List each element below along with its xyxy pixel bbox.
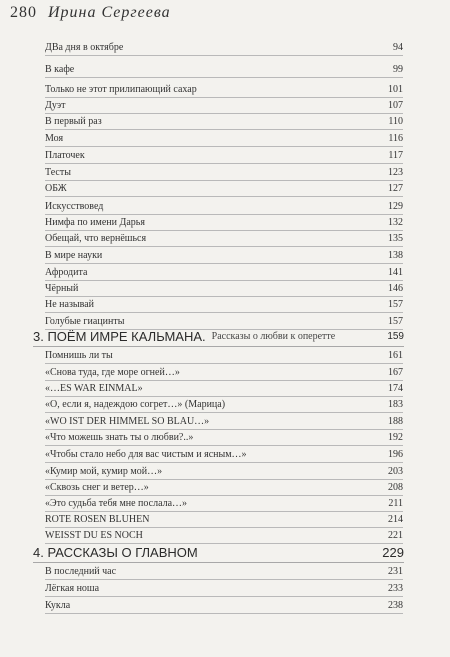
toc-entry[interactable] [45,133,403,147]
toc-entry-page: 132 [388,217,403,228]
toc-entry-title: Чёрный [45,283,79,294]
toc-entry-page: 141 [388,267,403,278]
toc-entry-title: «…ES WAR EINMAL» [45,383,143,394]
toc-entry[interactable] [45,217,403,231]
section-title: 3. ПОЁМ ИМРЕ КАЛЬМАНА. [33,329,206,344]
toc-entry-title: «Снова туда, где море огней…» [45,367,180,378]
toc-entry-title: Дуэт [45,100,66,111]
toc-entry-page: 110 [388,116,403,127]
toc-entry-page: 203 [388,466,403,477]
toc-entry[interactable] [45,350,403,364]
toc-entry-title: Только не этот прилипающий сахар [45,84,197,95]
toc-entry[interactable] [45,250,403,264]
toc-entry[interactable] [45,482,403,496]
toc-entry-page: 183 [388,399,403,410]
toc-entry-page: 129 [388,201,403,212]
toc-entry-page: 214 [388,514,403,525]
toc-entry-title: «Кумир мой, кумир мой…» [45,466,163,477]
toc-entry-title: В первый раз [45,116,102,127]
toc-entry[interactable] [45,100,403,114]
toc-entry-page: 192 [388,432,403,443]
toc-entry-title: В кафе [45,64,75,75]
toc-entry-title: Моя [45,133,64,144]
toc-entry-page: 99 [393,64,403,75]
toc-entry-page: 208 [388,482,403,493]
toc-entry[interactable] [45,416,403,430]
toc-entry-page: 211 [388,498,403,509]
toc-entry-page: 107 [388,100,403,111]
toc-entry[interactable] [45,583,403,597]
section-subtitle: Рассказы о любви к оперетте [211,331,336,342]
toc-entry-title: WEISST DU ES NOCH [45,530,143,541]
toc-entry[interactable] [45,498,403,512]
toc-entry[interactable] [45,267,403,281]
toc-entry-page: 117 [388,150,403,161]
section-title: 4. РАССКАЗЫ О ГЛАВНОМ [33,545,198,560]
toc-entry-page: 116 [388,133,403,144]
toc-entry[interactable] [45,183,403,197]
toc-entry-title: В мире науки [45,250,103,261]
toc-entry[interactable] [45,432,403,446]
toc-entry[interactable] [45,167,403,181]
toc-entry[interactable] [45,600,403,614]
toc-entry-title: ОБЖ [45,183,67,194]
toc-entry[interactable] [45,84,403,98]
page-number: 280 [10,4,37,21]
toc-entry-page: 101 [388,84,403,95]
toc-entry-title: «О, если я, надеждою согрет…» (Марица) [45,399,226,410]
toc-entry-page: 167 [388,367,403,378]
toc-entry[interactable] [45,42,403,56]
toc-entry[interactable] [45,466,403,480]
toc-entry-page: 174 [388,383,403,394]
toc-entry-title: Не называй [45,299,94,310]
toc-entry[interactable] [45,233,403,247]
section-page: 229 [382,545,404,560]
toc-entry-page: 238 [388,600,403,611]
toc-entry[interactable] [45,530,403,544]
toc-entry-title: Нимфа по имени Дарья [45,217,145,228]
toc-entry[interactable] [45,283,403,297]
toc-entry-page: 157 [388,316,403,327]
toc-entry-title: ДВа дня в октябре [45,42,124,53]
toc-entry[interactable] [45,150,403,164]
toc-entry-page: 94 [393,42,403,53]
toc-entry-title: «Чтобы стало небо для вас чистым и ясным…» [45,449,247,460]
toc-section-heading[interactable] [33,545,404,563]
toc-entry-page: 188 [388,416,403,427]
section-page: 159 [387,331,404,342]
page-header [10,4,171,22]
toc-entry[interactable] [45,367,403,381]
toc-entry[interactable] [45,514,403,528]
toc-entry-title: В последний час [45,566,117,577]
toc-entry[interactable] [45,64,403,78]
toc-entry-title: Тесты [45,167,71,178]
toc-entry-page: 157 [388,299,403,310]
toc-entry[interactable] [45,316,403,330]
toc-entry-title: Лёгкая ноша [45,583,100,594]
toc-entry-page: 221 [388,530,403,541]
toc-entry-title: «WO IST DER HIMMEL SO BLAU…» [45,416,210,427]
toc-entry-title: Кукла [45,600,71,611]
toc-entry[interactable] [45,299,403,313]
toc-entry-title: Платочек [45,150,85,161]
toc-entry[interactable] [45,383,403,397]
toc-entry-title: «Это судьба тебя мне послала…» [45,498,188,509]
toc-section-heading[interactable] [33,329,404,347]
toc-entry-title: Голубые гиацинты [45,316,125,327]
toc-entry-title: Обещай, что вернёшься [45,233,147,244]
toc-entry-page: 135 [388,233,403,244]
toc-entry-page: 138 [388,250,403,261]
toc-entry[interactable] [45,201,403,215]
toc-entry-page: 146 [388,283,403,294]
toc-entry[interactable] [45,399,403,413]
toc-entry[interactable] [45,116,403,130]
toc-entry-page: 123 [388,167,403,178]
toc-entry[interactable] [45,566,403,580]
toc-entry-title: Афродита [45,267,88,278]
toc-entry-page: 127 [388,183,403,194]
toc-entry-page: 161 [388,350,403,361]
toc-entry-page: 233 [388,583,403,594]
toc-entry-title: «Сквозь снег и ветер…» [45,482,149,493]
toc-entry[interactable] [45,449,403,463]
running-author: Ирина Сергеева [48,4,171,21]
toc-entry-title: Искусствовед [45,201,104,212]
toc-entry-page: 196 [388,449,403,460]
toc-entry-title: «Что можешь знать ты о любви?..» [45,432,194,443]
toc-entry-title: Помнишь ли ты [45,350,113,361]
toc-entry-page: 231 [388,566,403,577]
toc-entry-title: ROTE ROSEN BLUHEN [45,514,150,525]
